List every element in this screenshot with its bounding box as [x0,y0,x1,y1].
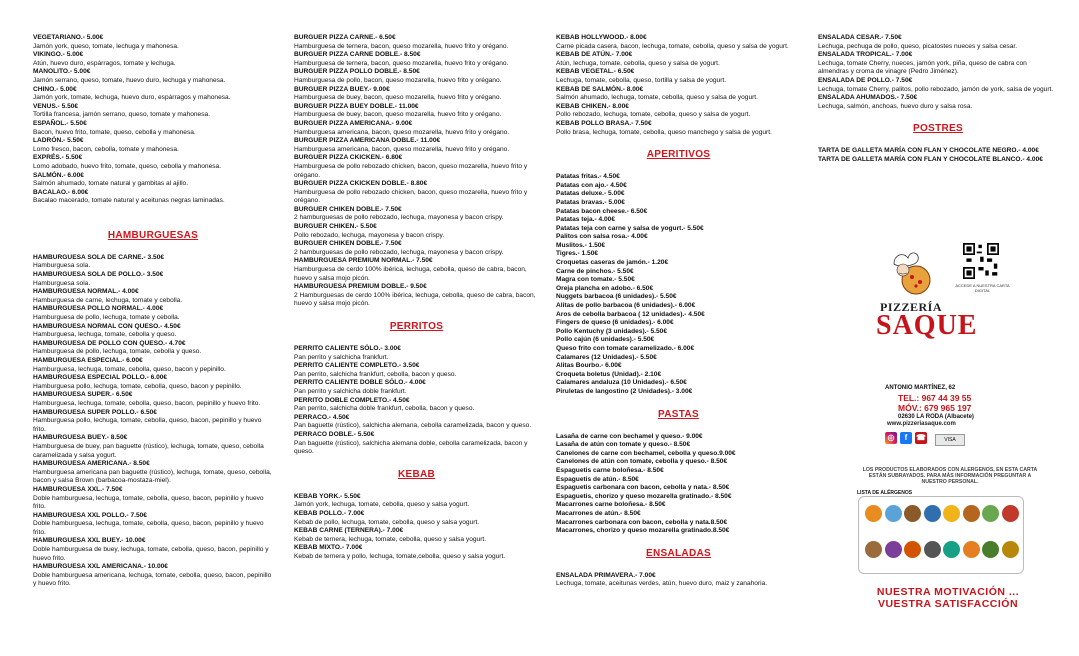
social-icons [885,432,927,444]
menu-item-name: KEBAB DE ATÚN.- 7.00€ [556,51,633,59]
allergen-title: LISTA DE ALÉRGENOS [857,490,913,496]
allergen-icon [943,505,960,522]
menu-item [33,409,273,435]
menu-item-description: Doble hamburguesa de buey, lechuga, tomate, cebolla, queso, bacon, pepinillo y huevo frito. [33,546,269,562]
section-heading-aperitivos: APERITIVOS [646,149,711,161]
menu-item-name: HAMBURGUESA XXL.- 7.50€ [33,485,123,493]
allergen-icon [904,505,921,522]
menu-item: Nuggets barbacoa (6 unidades).- 5.50€ [556,293,677,301]
menu-item-name: MANOLITO.- 5.00€ [33,68,91,76]
menu-item-name: HAMBURGUESA XXL POLLO.- 7.50€ [33,511,147,519]
menu-item-name: BACALAO.- 6.00€ [33,188,89,196]
menu-item [33,323,273,340]
menu-item-name: PERRACO DOBLE.- 5.50€ [294,430,375,438]
menu-item: Calamares (12 Unidades).- 5.50€ [556,353,657,361]
menu-item-name: BURGUER CHIKEN DOBLE.- 7.50€ [294,240,402,248]
menu-item [33,51,273,68]
menu-item-description: Hamburguesa de cerdo 100% ibérica, lechuga, cebolla, queso de cabra, bacon, huevo y salsa mojo picón. [294,266,527,282]
menu-item [294,527,539,544]
menu-item [33,537,273,563]
menu-item-name: KEBAB YORK.- 5.50€ [294,492,361,500]
menu-item-name: HAMBURGUESA XXL AMERICANA.- 10.00€ [33,563,168,571]
menu-item-description: Kebab de ternera, lechuga, tomate, cebolla, queso y salsa yogurt. [294,535,487,543]
menu-item [556,51,801,68]
menu-item [556,572,801,589]
menu-item [294,180,539,206]
menu-item-description: Hamburguesa, lechuga, tomate, cebolla, queso, bacon y pepinillo. [33,365,226,373]
menu-item: Canelones de atún con tomate, cebolla y queso.- 8.50€ [556,458,728,466]
menu-item-description: Pan perrito y salchicha frankfurt. [294,353,389,361]
menu-item: Tigres.- 1.50€ [556,250,599,258]
menu-item [294,493,539,510]
menu-item-description: Atún, huevo duro, espárragos, tomate y lechuga. [33,59,176,67]
menu-item: Queso frito con tomate caramelizado.- 6.00€ [556,345,695,352]
menu-item-description: Hamburguesa de carne, lechuga, tomate y cebolla. [33,296,183,304]
allergen-icon [865,505,882,522]
menu-item-description: Hamburguesa de ternera, bacon, queso mozarella, huevo frito y orégano. [294,59,509,67]
menu-item: Canelones de carne con bechamel, cebolla y queso.9.00€ [556,449,736,457]
website-link[interactable]: www.pizzeriasaque.com [887,421,956,427]
motto [858,586,1038,610]
menu-item-description: Hamburguesa americana, bacon, queso mozarella, huevo frito y orégano. [294,128,510,136]
menu-item: Oreja plancha en adobo.- 6.50€ [556,284,654,292]
menu-item-name: ENSALADA DE POLLO.- 7.50€ [818,76,913,84]
menu-item: Patatas teja.- 4.00€ [556,216,616,224]
menu-item-name: HAMBURGUESA PREMIUM NORMAL.- 7.50€ [294,257,433,265]
menu-item [818,77,1058,94]
motto-line-2: VUESTRA SATISFACCIÓN [877,598,1019,610]
menu-item: Alitas de pollo barbacoa (6 unidades).- 6.00€ [556,302,696,310]
menu-item-name: ESPAÑOL.- 5.50€ [33,119,87,127]
menu-item [294,103,539,120]
menu-item-description: Pan baguette (rústico), salchicha alemana, cebolla caramelizada, bacon y queso. [294,422,532,430]
allergen-icon [924,505,941,522]
menu-item: Pollo Kentuchy (3 unidades).- 5.50€ [556,327,668,335]
menu-item-name: KEBAB HOLLYWOOD.- 8.00€ [556,34,647,41]
mobile-phone[interactable]: MÓV.: 679 965 197 [898,403,972,413]
menu-item-name: BURGUER PIZZA CARNE DOBLE.- 8.50€ [294,51,421,59]
menu-item-name: BURGUER CHIKEN DOBLE.- 7.50€ [294,205,402,213]
menu-item [33,172,273,189]
menu-item: Aros de cebolla barbacoa ( 12 unidades).- 4.50€ [556,310,705,318]
menu-item [33,486,273,512]
menu-item-description: Hamburguesa de buey, bacon, queso mozarella, huevo frito y orégano. [294,94,502,102]
menu-item: Patatas fritas.- 4.50€ [556,173,620,181]
menu-item-name: BURGUER PIZZA BUEY DOBLE.- 11.00€ [294,102,419,110]
menu-item [294,510,539,527]
menu-item: Espaguetis de atún.- 8.50€ [556,475,639,483]
menu-item: Croqueta boletus (Unidad).- 2.10€ [556,370,662,378]
menu-item [294,257,539,283]
menu-item-name: HAMBURGUESA ESPECIAL.- 6.00€ [33,357,143,364]
menu-item-description: Lechuga, tomate, aceitunas verdes, atún, huevo duro, maiz y zanahoria. [556,580,768,588]
menu-item [556,120,801,137]
menu-item-description: 2 hamburguesas de pollo rebozado, lechuga, mayonesa y bacon crispy. [294,214,504,222]
allergen-icon [885,505,902,522]
menu-item-description: Salmón ahumado, tomate natural y gambitas al ajillo. [33,180,189,188]
menu-item [294,397,539,414]
menu-item: Macarrones carne boloñesa.- 8.50€ [556,501,666,509]
menu-item: Macarrones, chorizo y queso mozarella gratinado.8.50€ [556,527,730,535]
allergen-icon [1002,541,1019,558]
menu-item-description: Jamón york, queso, tomate, lechuga y mahonesa. [33,42,179,50]
menu-item [33,305,273,322]
address: ANTONIO MARTÍNEZ, 62 [885,385,956,391]
menu-item-name: KEBAB POLLO BRASA.- 7.50€ [556,119,652,127]
menu-item-name: HAMBURGUESA SOLA DE POLLO.- 3.50€ [33,271,164,279]
menu-column-3 [556,34,801,589]
menu-item-name: HAMBURGUESA NORMAL CON QUESO.- 4.50€ [33,322,181,330]
menu-item-name: HAMBURGUESA DE POLLO CON QUESO.- 4.70€ [33,339,186,347]
menu-item: Magra con tomate.- 5.50€ [556,276,635,284]
menu-item [33,460,273,486]
menu-item [556,68,801,85]
menu-item-name: KEBAB CHIKEN.- 8.00€ [556,102,629,110]
menu-item-name: HAMBURGUESA XXL BUEY.- 10.00€ [33,537,146,545]
menu-item [33,563,273,589]
menu-item [294,223,539,240]
menu-item [294,362,539,379]
chef-logo-icon [886,244,938,296]
allergen-icon [904,541,921,558]
menu-item [33,34,273,51]
menu-item-description: Lomo adobado, huevo frito, tomate, queso, cebolla y mahonesa. [33,162,222,170]
menu-item-description: Tortilla francesa, jamón serrano, queso, tomate y mahonesa. [33,111,211,119]
menu-item-description: Hamburguesa de buey, bacon, queso mozarella, huevo frito y orégano. [294,111,502,119]
menu-item [33,357,273,374]
menu-item-description: Hamburguesa sola. [33,279,91,287]
menu-item-description: Hamburguesa de buey, pan baguette (rústico), lechuga, tomate, queso, cebolla caramelizada y salsa yogurt. [33,442,264,459]
qr-code-icon[interactable] [963,243,999,279]
menu-item [33,103,273,120]
menu-item: Fingers de queso (6 unidades).- 6.00€ [556,319,674,327]
menu-item [33,288,273,305]
menu-item-description: Hamburguesa de pollo, bacon, queso mozarella, huevo frito y orégano. [294,76,502,84]
menu-item-description: Bacalao macerado, tomate natural y aceitunas negras laminadas. [33,197,225,205]
menu-item-description: Atún, lechuga, tomate, cebolla, queso y salsa de yogurt. [556,59,720,67]
menu-item-description: Carne picada casera, bacon, lechuga, tomate, cebolla, queso y salsa de yogurt. [556,42,789,50]
menu-item-name: BURGUER PIZZA AMERICANA DOBLE.- 11.00€ [294,137,441,145]
menu-item-name: HAMBURGUESA BUEY.- 8.50€ [33,434,128,442]
menu-item [294,206,539,223]
menu-item-description: Lechuga, tomate, cebolla, queso, tortilla y salsa de yogurt. [556,76,727,84]
qr-caption: ACCEDE A NUESTRA CARTA DIGITAL [955,283,1010,293]
menu-item: Macarrones carbonara con bacon, cebolla y nata.8.50€ [556,518,728,526]
menu-item-description: Doble hamburguesa, lechuga, tomate, cebolla, queso, bacon, pepinillo y huevo frito. [33,494,264,511]
menu-item [294,345,539,362]
menu-item-description: Lechuga, tomate Cherry, palitos, pollo rebozado, jamón de york, salsa de yogurt. [818,85,1054,93]
menu-item [294,431,539,457]
section-heading-postres: POSTRES [913,123,963,135]
menu-item: Patatas bacon cheese.- 6.50€ [556,207,648,215]
menu-item-name: HAMBURGUESA POLLO NORMAL.- 4.00€ [33,305,164,313]
menu-item-description: Jamón york, lechuga, tomate, cebolla, queso y salsa yogurt. [294,501,470,509]
menu-item-description: Salmón ahumado, lechuga, tomate, cebolla, queso y salsa de yogurt. [556,94,758,102]
menu-item: Pollo cajún (6 unidades).- 5.50€ [556,336,655,344]
allergen-icon [924,541,941,558]
menu-item: Patatas bravas.- 5.00€ [556,198,625,206]
menu-item-name: KEBAB VEGETAL.- 6.50€ [556,68,635,76]
menu-item-name: ENSALADA TROPICAL.- 7.00€ [818,51,913,59]
menu-item [556,34,801,51]
menu-item-description: Jamón serrano, queso, tomate, huevo duro, lechuga y mahonesa. [33,76,226,84]
menu-item [294,51,539,68]
menu-item-name: BURGUER PIZZA CARNE.- 6.50€ [294,34,396,41]
allergen-icon [963,505,980,522]
menu-item [33,254,273,271]
menu-item [33,154,273,171]
menu-item: Patatas deluxe.- 5.00€ [556,190,625,198]
menu-column-2 [294,34,539,561]
allergen-icon [865,541,882,558]
menu-item [294,154,539,180]
menu-item-description: Pan perrito, salchicha frankfurt, cebolla, bacon y queso. [294,370,457,378]
menu-item-description: Lechuga, pechuga de pollo, queso, picatostes nueces y salsa cesar. [818,42,1018,50]
menu-item-description: Hamburguesa pollo, lechuga, tomate, cebolla, queso, bacon y pepinillo. [33,382,242,390]
menu-item-description: 2 hamburguesas de pollo rebozado, lechuga, mayonesa y bacon crispy. [294,248,504,256]
menu-item [33,374,273,391]
menu-item: Calamares andaluza (10 Unidades).- 6.50€ [556,379,687,387]
menu-item-description: Hamburguesa de ternera, bacon, queso mozarella, huevo frito y orégano. [294,42,509,50]
menu-item [33,189,273,206]
menu-item [294,120,539,137]
section-heading-hamburguesas: HAMBURGUESAS [107,229,199,241]
menu-item-name: BURGUER PIZZA BUEY.- 9.00€ [294,85,390,93]
menu-item [818,94,1058,111]
menu-item-description: Pan perrito, salchicha doble frankfurt, cebolla, bacon y queso. [294,405,475,413]
menu-item-description: Kebab de ternera y pollo, lechuga, tomate,cebolla, queso y salsa yogurt. [294,552,506,560]
menu-item-name: KEBAB MIXTO.- 7.00€ [294,544,363,552]
section-heading-kebab: KEBAB [397,468,436,480]
menu-item: Croquetas caseras de jamón.- 1.20€ [556,259,669,267]
menu-item [556,103,801,120]
menu-item: Lasaña de carne con bechamel y queso.- 9.00€ [556,432,703,440]
menu-item-name: VENUS.- 5.50€ [33,102,79,110]
menu-item: Carne de pinchos.- 5.50€ [556,267,634,275]
allergen-icon [885,541,902,558]
menu-item-description: Lomo fresco, bacon, cebolla, tomate y mahonesa. [33,145,179,153]
menu-item-name: PERRITO CALIENTE COMPLETO.- 3.50€ [294,362,420,370]
allergen-icon [963,541,980,558]
menu-item: Palitos con salsa rosa.- 4.00€ [556,233,648,241]
menu-item [294,240,539,257]
menu-item [294,86,539,103]
allergen-chart [858,496,1024,574]
menu-item-name: PERRITO CALIENTE SÓLO.- 3.00€ [294,345,401,352]
menu-item: Muslitos.- 1.50€ [556,241,606,249]
menu-item [33,271,273,288]
brand-name-logo: SAQUE [876,310,978,341]
menu-item-description: Jamón york, tomate, lechuga, huevo duro, espárragos y mahonesa. [33,94,231,102]
menu-item-name: KEBAB POLLO.- 7.00€ [294,509,365,517]
allergen-icon [1002,505,1019,522]
menu-item-name: BURGUER PIZZA POLLO DOBLE.- 8.50€ [294,68,420,76]
menu-item: Alitas Bourbo.- 6.00€ [556,362,622,370]
menu-item-name: HAMBURGUESA SUPER.- 6.50€ [33,391,133,399]
menu-column-4 [818,34,1058,165]
menu-item-description: Doble hamburguesa americana, lechuga, tomate, cebolla, queso, bacon, pepinillo y huevo frito. [33,571,272,588]
menu-item-name: PERRACO.- 4.50€ [294,413,350,421]
menu-item-description: Hamburguesa de pollo rebozado chicken, bacon, queso mozarella, huevo frito y orégano. [294,188,528,205]
menu-item-name: BURGUER PIZZA CKICKEN DOBLE.- 8.80€ [294,180,428,188]
menu-item: Patatas teja con carne y salsa de yogurt.- 5.50€ [556,224,704,232]
menu-item-name: VIKINGO.- 5.00€ [33,51,84,59]
menu-item-description: Pan baguette (rústico), salchicha alemana doble, cebolla caramelizada, bacon y queso. [294,439,528,456]
menu-item [33,137,273,154]
menu-item [33,512,273,538]
menu-item [294,544,539,561]
menu-item-name: PERRITO CALIENTE DOBLE SÓLO.- 4.00€ [294,379,426,387]
menu-item [294,414,539,431]
section-heading-pastas: PASTAS [658,408,699,420]
menu-item [294,379,539,396]
menu-item-description: Pollo rebozado, lechuga, tomate, cebolla, queso y salsa de yogurt. [556,111,751,119]
menu-item-description: Hamburguesa americana, bacon, queso mozarella, huevo frito y orégano. [294,145,510,153]
menu-item [33,86,273,103]
menu-item [33,68,273,85]
menu-item-name: HAMBURGUESA PREMIUM DOBLE.- 9.50€ [294,283,427,291]
menu-item [33,391,273,408]
menu-item-description: Hamburguesa, lechuga, tomate, cebolla, queso, bacon, pepinillo y huevo frito. [33,399,261,407]
menu-item-name: BURGUER CHIKEN.- 5.50€ [294,223,377,231]
facebook-icon[interactable]: f [900,432,912,444]
menu-item [818,34,1058,51]
menu-item-name: ENSALADA AHUMADOS.- 7.50€ [818,94,918,102]
menu-item [294,34,539,51]
motto-line-1: NUESTRA MOTIVACIÓN ... [876,586,1020,598]
menu-item-name: HAMBURGUESA NORMAL.- 4.00€ [33,288,139,296]
menu-item-name: ENSALADA PRIMAVERA.- 7.00€ [556,571,656,579]
menu-item [33,340,273,357]
menu-item: Patatas con ajo.- 4.50€ [556,181,627,189]
menu-item [818,51,1058,77]
menu-item-description: Hamburguesa, lechuga, tomate, cebolla y queso. [33,331,177,339]
menu-item-description: Hamburguesa de pollo, lechuga, tomate y cebolla. [33,314,180,322]
menu-item-description: Pan perrito y salchicha doble frankfurt. [294,387,407,395]
phone-icon[interactable]: ☎ [916,433,926,442]
menu-item-description: Pollo rebozado, lechuga, mayonesa y bacon crispy. [294,231,445,239]
menu-item-description: Hamburguesa de pollo rebozado chicken, bacon, queso mozarella, huevo frito y orégano. [294,162,528,179]
menu-item-name: KEBAB DE SALMÓN.- 8.00€ [556,85,644,93]
menu-item: TARTA DE GALLETA MARÍA CON FLAN Y CHOCOLATE NEGRO.- 4.00€ [818,147,1039,155]
menu-item-name: KEBAB CARNE (TERNERA).- 7.00€ [294,527,404,535]
allergen-icon [982,541,999,558]
menu-item-description: Hamburguesa de pollo, lechuga, tomate, cebolla y queso. [33,348,202,356]
menu-item [294,137,539,154]
allergen-icon [943,541,960,558]
menu-column-1 [33,34,273,589]
allergen-icon [982,505,999,522]
menu-item-description: Bacon, huevo frito, tomate, queso, cebolla y mahonesa. [33,128,196,136]
menu-item [556,86,801,103]
menu-item-description: Hamburguesa sola. [33,262,91,270]
menu-item-name: SALMÓN.- 6.00€ [33,171,84,179]
allergen-note: LOS PRODUCTOS ELABORADOS CON ALERGENOS, EN ESTA CARTA ESTÁN SUBRAYADOS. PARA MÁS INFORMACIÓN PREGUNTAR A NUESTRO PERSONAL. [862,467,1038,485]
menu-item [294,283,539,309]
menu-item: Lasaña de atún con tomate y queso.- 8.50€ [556,441,691,449]
menu-item-name: ENSALADA CESAR.- 7.50€ [818,34,902,41]
menu-item: Espaguetis carbonara con bacon, cebolla y nata.- 8.50€ [556,484,730,492]
menu-item [33,434,273,460]
payment-cards-icon: VISA [935,434,965,446]
menu-item: Espaguetis carne boloñesa.- 8.50€ [556,466,664,474]
city: 02630 LA RODA (Albacete) [898,414,974,420]
menu-item-name: HAMBURGUESA SUPER POLLO.- 6.50€ [33,408,157,416]
menu-item-name: CHINO.- 5.00€ [33,85,77,93]
menu-item-description: Lechuga, tomate Cherry, nueces, jamón york, piña, queso de cabra con almendras y croma de vinagre (Pedro Jiménez). [818,59,1027,76]
menu-item: Macarrones de atún.- 8.50€ [556,509,641,517]
menu-item: TARTA DE GALLETA MARÍA CON FLAN Y CHOCOLATE BLANCO.- 4.00€ [818,155,1043,163]
menu-item-name: BURGUER PIZZA CKICKEN.- 6.80€ [294,154,403,162]
menu-item-description: Doble hamburguesa, lechuga, tomate, cebolla, queso, bacon, pepinillo y huevo frito. [33,520,264,536]
menu-item: Piruletas de langostino (2 Unidades).- 3.00€ [556,387,693,395]
menu-item-description: Hamburguesa pollo, lechuga, tomate, cebolla, queso, bacon, pepinillo y huevo frito. [33,417,262,433]
menu-item-description: Lechuga, salmón, anchoas, huevo duro y salsa rosa. [818,102,973,110]
menu-item-name: LADRÓN.- 5.50€ [33,137,84,145]
brand-name-small: PIZZERÍA [880,300,943,314]
menu-item-description: Pollo brasa, lechuga, tomate, cebolla, queso manchego y salsa de yogurt. [556,128,772,136]
menu-item-name: BURGUER PIZZA AMERICANA.- 9.00€ [294,119,413,127]
section-heading-ensaladas: ENSALADAS [646,547,711,559]
instagram-icon[interactable]: ◎ [885,432,897,444]
menu-item-name: HAMBURGUESA SOLA DE CARNE.- 3.50€ [33,253,165,261]
menu-item-name: PERRITO DOBLE COMPLETO.- 4.50€ [294,396,410,404]
section-heading-perritos: PERRITOS [389,321,444,332]
menu-item-name: HAMBURGUESA AMERICANA.- 8.50€ [33,460,150,468]
menu-item-name: HAMBURGUESA ESPECIAL POLLO.- 6.00€ [33,374,168,382]
menu-item: Espaguetis, chorizo y queso mozarella gratinado.- 8.50€ [556,492,732,500]
menu-item-name: VEGETARIANO.- 5.00€ [33,34,104,41]
telephone[interactable]: TEL.: 967 44 39 55 [898,393,972,403]
menu-item-description: Hamburguesa americana pan baguette (rústico), lechuga, tomate, queso, cebolla, bacon y salsa Brown (barbacoa-mostaza-miel). [33,468,272,485]
menu-item [294,68,539,85]
menu-item [33,120,273,137]
menu-item-name: EXPRÉS.- 5.50€ [33,154,83,162]
menu-item-description: Kebab de pollo, lechuga, tomate, cebolla, queso y salsa yogurt. [294,518,480,526]
menu-item-description: 2 Hamburguesas de cerdo 100% ibérica, lechuga, cebolla, queso de cabra, bacon, huevo y salsa mojo picón. [294,291,536,308]
